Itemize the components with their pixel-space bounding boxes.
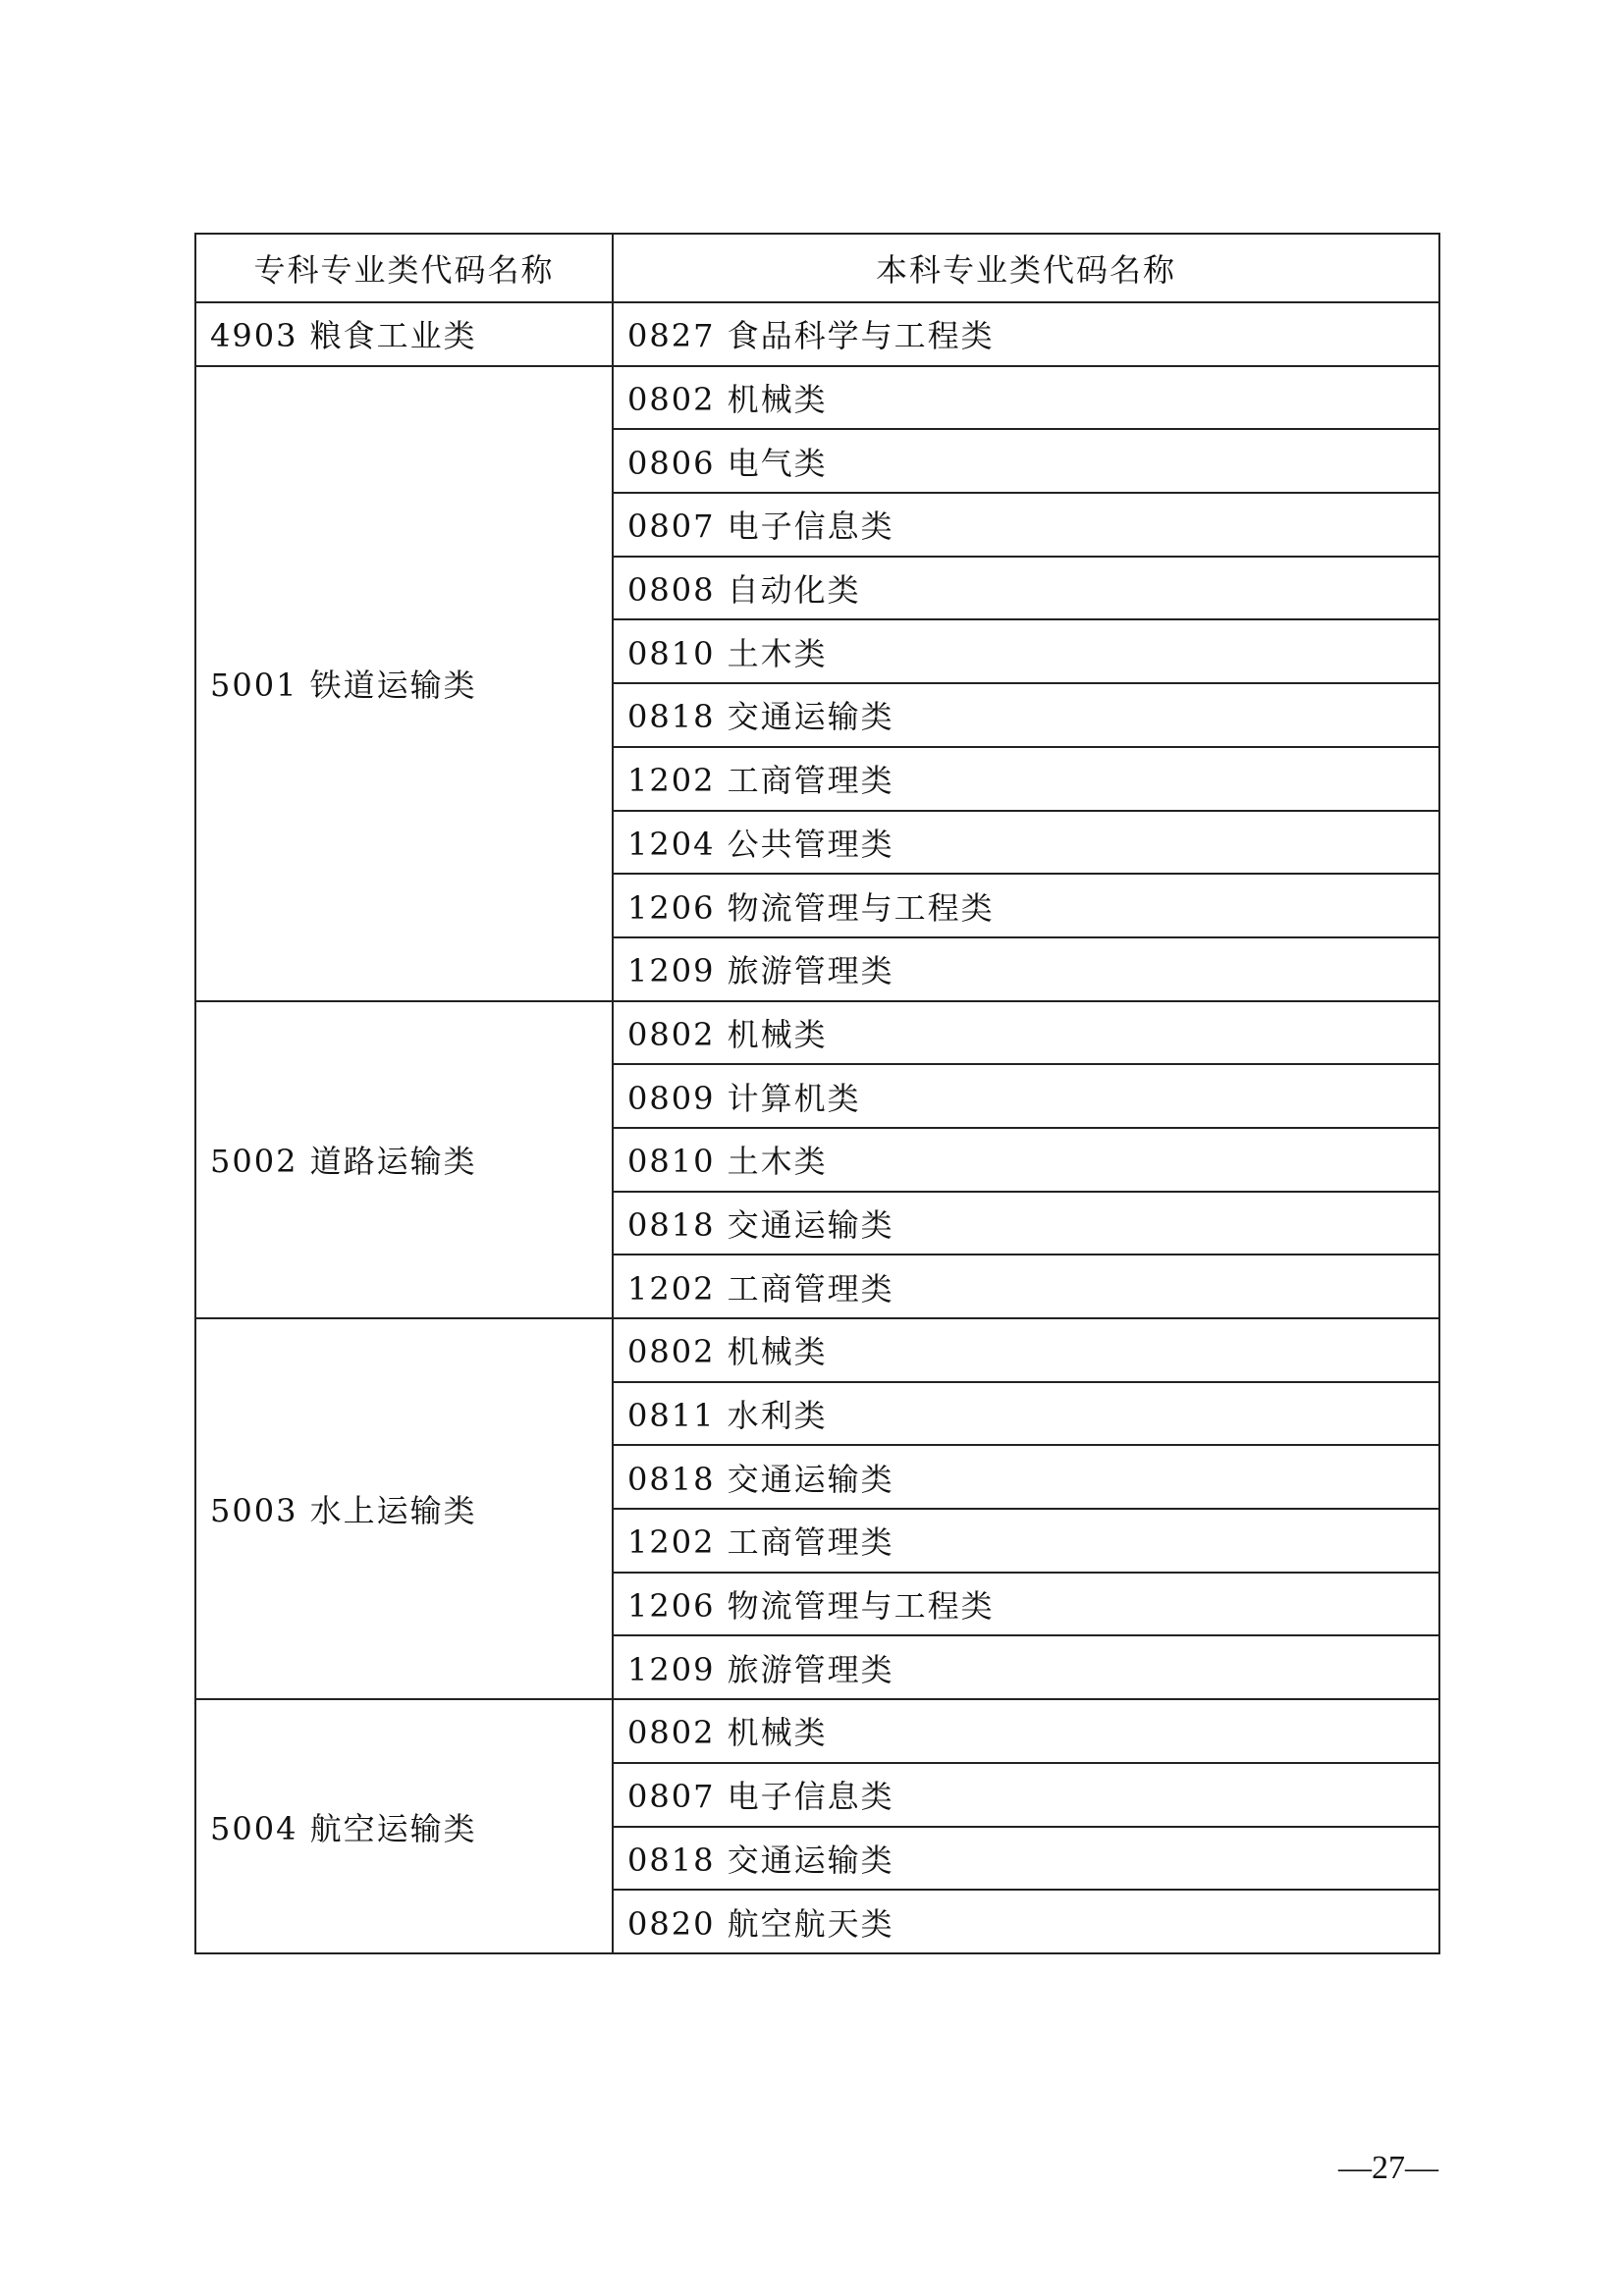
undergraduate-category-cell: 0802 机械类: [613, 1699, 1439, 1763]
undergraduate-category-cell: 0802 机械类: [613, 1318, 1439, 1382]
page-number: —27—: [1338, 2150, 1438, 2186]
undergraduate-category-cell: 0807 电子信息类: [613, 1763, 1439, 1827]
table-body: [195, 302, 1439, 1953]
undergraduate-category-cell: 1202 工商管理类: [613, 747, 1439, 811]
undergraduate-category-cell: 0802 机械类: [613, 366, 1439, 430]
undergraduate-category-cell: 0818 交通运输类: [613, 1445, 1439, 1509]
undergraduate-category-cell: 1202 工商管理类: [613, 1509, 1439, 1573]
undergraduate-category-cell: 0818 交通运输类: [613, 1827, 1439, 1891]
undergraduate-category-cell: 0811 水利类: [613, 1382, 1439, 1446]
undergraduate-category-cell: 0809 计算机类: [613, 1064, 1439, 1128]
undergraduate-category-cell: 0806 电气类: [613, 429, 1439, 493]
table-row: [195, 366, 1439, 430]
table-row: [195, 1699, 1439, 1763]
table-header-row: [195, 234, 1439, 302]
undergraduate-category-cell: 0818 交通运输类: [613, 683, 1439, 747]
vocational-category-cell: 5004 航空运输类: [195, 1699, 613, 1953]
major-correspondence-table: [194, 233, 1440, 1954]
vocational-category-cell: 5001 铁道运输类: [195, 366, 613, 1001]
undergraduate-category-cell: 0808 自动化类: [613, 557, 1439, 620]
undergraduate-category-cell: 0818 交通运输类: [613, 1192, 1439, 1255]
undergraduate-category-cell: 0810 土木类: [613, 1128, 1439, 1192]
undergraduate-category-cell: 0802 机械类: [613, 1001, 1439, 1065]
undergraduate-category-cell: 1204 公共管理类: [613, 811, 1439, 875]
undergraduate-category-cell: 0827 食品科学与工程类: [613, 302, 1439, 366]
undergraduate-category-cell: 1209 旅游管理类: [613, 937, 1439, 1001]
vocational-category-cell: 4903 粮食工业类: [195, 302, 613, 366]
table-row: [195, 302, 1439, 366]
undergraduate-category-cell: 1209 旅游管理类: [613, 1635, 1439, 1699]
undergraduate-category-cell: 1206 物流管理与工程类: [613, 874, 1439, 937]
undergraduate-category-cell: 1206 物流管理与工程类: [613, 1573, 1439, 1636]
vocational-category-cell: 5002 道路运输类: [195, 1001, 613, 1318]
undergraduate-category-cell: 0820 航空航天类: [613, 1890, 1439, 1953]
table-row: [195, 1001, 1439, 1065]
header-vocational: 专科专业类代码名称: [195, 234, 613, 302]
undergraduate-category-cell: 0807 电子信息类: [613, 493, 1439, 557]
table-row: [195, 1318, 1439, 1382]
header-undergraduate: 本科专业类代码名称: [613, 234, 1439, 302]
vocational-category-cell: 5003 水上运输类: [195, 1318, 613, 1699]
undergraduate-category-cell: 0810 土木类: [613, 619, 1439, 683]
undergraduate-category-cell: 1202 工商管理类: [613, 1255, 1439, 1318]
